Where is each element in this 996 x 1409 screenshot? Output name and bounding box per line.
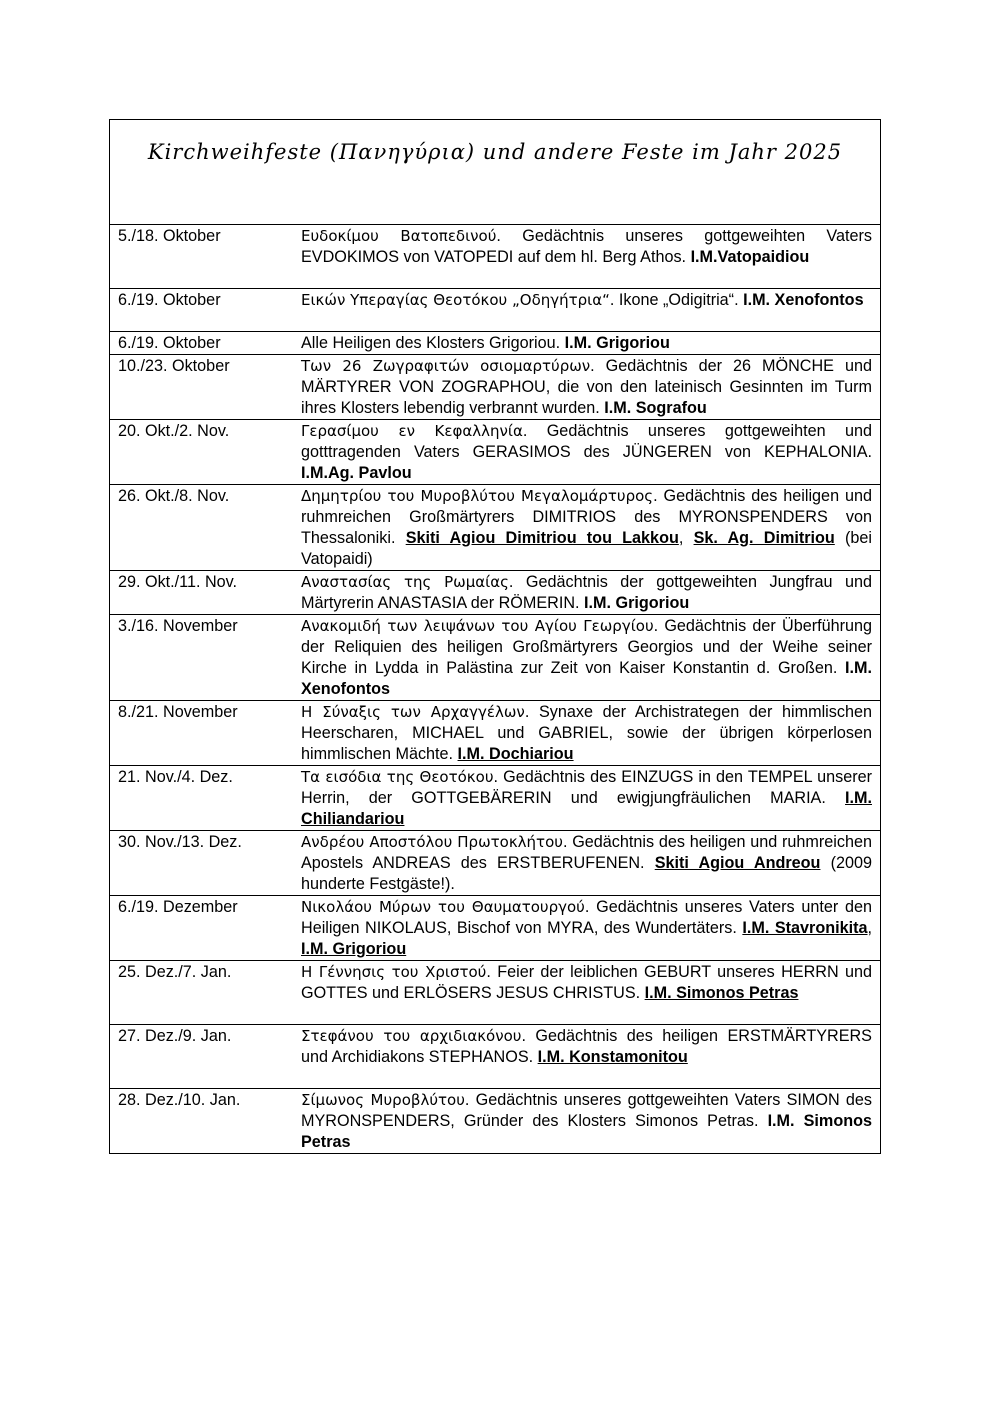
feast-table [109,224,881,1154]
description-text: . Gedächtnis unseres gottgeweihten Vaters SIMON des MYRONSPENDERS, Gründer des Klosters Simonos Petras. [301,1091,872,1130]
date-cell: 8./21. November [110,701,285,766]
table-row [110,420,881,485]
document [109,119,881,1154]
separator: , [678,529,694,547]
table-row [110,701,881,766]
description-text: . Gedächtnis unseres Vaters unter den Heiligen NIKOLAUS, Bischof von MYRA, des Wundertäters. [301,898,873,937]
monastery-name: I.M. Grigoriou [584,594,690,612]
table-row [110,571,881,615]
description-cell [284,289,881,332]
greek-name: Των 26 Ζωγραφιτών οσιομαρτύρων [301,357,591,375]
separator: , [867,919,873,937]
description-cell [284,355,881,420]
description-cell [284,1089,881,1154]
monastery-name-2: I.M. Grigoriou [301,940,407,958]
table-row [110,289,881,332]
monastery-name: Skiti Agiou Andreou [654,854,821,872]
date-cell: 20. Okt./2. Nov. [110,420,285,485]
greek-name: Η Σύναξις των Αρχαγγέλων [301,703,525,721]
description-text: Alle Heiligen des Klosters Grigoriou. [301,334,565,352]
description-cell [284,332,881,355]
table-row [110,1025,881,1089]
greek-name: Ευδοκίμου Βατοπεδινού [301,227,497,245]
date-cell: 6./19. Oktober [110,332,285,355]
date-cell: 3./16. November [110,615,285,701]
description-text: . Synaxe der Archistrategen der himmlischen Heerscharen, MICHAEL und GABRIEL, sowie der übrigen körperlosen himmlischen Mächte. [301,703,872,763]
table-row [110,1089,881,1154]
table-row [110,766,881,831]
description-text: . Gedächtnis unseres gottgeweihten und gotttragenden Vaters GERASIMOS des JÜNGEREN von KEPHALONIA. [301,422,872,461]
note-text: (bei Vatopaidi) [301,529,872,568]
monastery-name: I.M. Chiliandariou [301,789,872,828]
date-cell: 28. Dez./10. Jan. [110,1089,285,1154]
table-row [110,615,881,701]
monastery-name: I.M. Simonos Petras [644,984,799,1002]
monastery-name: I.M. Stavronikita [742,919,868,937]
description-cell [284,701,881,766]
greek-name: Αναστασίας της Ρωμαίας [301,573,509,591]
description-text: . Gedächtnis des heiligen und ruhmreichen Großmärtyrers DIMITRIOS des MYRONSPENDERS von Thessaloniki. [301,487,872,547]
date-cell: 6./19. Oktober [110,289,285,332]
monastery-name: I.M. Grigoriou [564,334,670,352]
description-cell [284,571,881,615]
note-text: (2009 hunderte Festgäste!). [301,854,873,893]
date-cell: 10./23. Oktober [110,355,285,420]
date-cell: 30. Nov./13. Dez. [110,831,285,896]
greek-name: Ανδρέου Αποστόλου Πρωτοκλήτου [301,833,563,851]
monastery-name: I.M. Konstamonitou [537,1048,688,1066]
date-cell: 5./18. Oktober [110,225,285,289]
table-row [110,485,881,571]
table-row [110,225,881,289]
table-row [110,332,881,355]
greek-name: Η Γέννησις του Χριστού [301,963,487,981]
greek-name: Στεφάνου του αρχιδιακόνου [301,1027,522,1045]
description-text: . Gedächtnis der gottgeweihten Jungfrau und Märtyrerin ANASTASIA der RÖMERIN. [301,573,872,612]
monastery-name: I.M. Sografou [604,399,707,417]
description-text: . Ikone „Odigitria“. [609,291,744,309]
description-text: . Gedächtnis der Überführung der Reliquien des heiligen Großmärtyrers Georgios und der Weihe seiner Kirche in Lydda in Palästina zur Zeit von Kaiser Konstantin d. Großen. [301,617,872,677]
greek-name: Σίμωνος Μυροβλύτου [301,1091,465,1109]
description-cell [284,225,881,289]
description-cell [284,961,881,1025]
monastery-name: I.M.Ag. Pavlou [301,464,412,482]
monastery-name: I.M. Simonos Petras [301,1112,872,1151]
description-text: . Gedächtnis des EINZUGS in den TEMPEL unserer Herrin, der GOTTGEBÄRERIN und ewigjungfräulichen MARIA. [301,768,873,807]
table-row [110,355,881,420]
description-text: . Gedächtnis unseres gottgeweihten Vaters EVDOKIMOS von VATOPEDI auf dem hl. Berg Athos. [301,227,872,266]
table-row [110,961,881,1025]
greek-name: Εικών Υπεραγίας Θεοτόκου „Οδηγήτρια“ [301,291,610,309]
description-cell [284,766,881,831]
description-cell [284,1025,881,1089]
monastery-name: Skiti Agiou Dimitriou tou Lakkou [405,529,679,547]
date-cell: 26. Okt./8. Nov. [110,485,285,571]
monastery-name: I.M. Xenofontos [301,659,872,698]
page-title: Kirchweihfeste (Πανηγύρια) und andere Feste im Jahr 2025 [147,140,843,164]
date-cell: 27. Dez./9. Jan. [110,1025,285,1089]
monastery-name: I.M. Xenofontos [743,291,864,309]
greek-name: Δημητρίου του Μυροβλύτου Μεγαλομάρτυρος [301,487,654,505]
description-cell [284,896,881,961]
description-text: . Gedächtnis des heiligen und ruhmreichen Apostels ANDREAS des ERSTBERUFENEN. [301,833,872,872]
description-cell [284,831,881,896]
table-row [110,831,881,896]
greek-name: Νικολάου Μύρων του Θαυματουργού [301,898,585,916]
description-text: . Feier der leiblichen GEBURT unseres HERRN und GOTTES und ERLÖSERS JESUS CHRISTUS. [301,963,872,1002]
date-cell: 6./19. Dezember [110,896,285,961]
greek-name: Τα εισόδια της Θεοτόκου [301,768,494,786]
table-row [110,896,881,961]
title-box [109,119,881,225]
description-cell [284,485,881,571]
greek-name: Γερασίμου εν Κεφαλληνία [301,422,523,440]
monastery-name: I.M. Dochiariou [457,745,574,763]
date-cell: 25. Dez./7. Jan. [110,961,285,1025]
date-cell: 29. Okt./11. Nov. [110,571,285,615]
description-text: . Gedächtnis der 26 MÖNCHE und MÄRTYRER VON ZOGRAPHOU, die von den lateinisch Gesinnten im Turm ihres Klosters lebendig verbrannt wurden. [301,357,872,417]
description-text: . Gedächtnis des heiligen ERSTMÄRTYRERS und Archidiakons STEPHANOS. [301,1027,872,1066]
greek-name: Ανακομιδή των λειψάνων του Αγίου Γεωργίου [301,617,654,635]
date-cell: 21. Nov./4. Dez. [110,766,285,831]
monastery-name-2: Sk. Ag. Dimitriou [693,529,835,547]
monastery-name: I.M.Vatopaidiou [690,248,810,266]
description-cell [284,420,881,485]
description-cell [284,615,881,701]
